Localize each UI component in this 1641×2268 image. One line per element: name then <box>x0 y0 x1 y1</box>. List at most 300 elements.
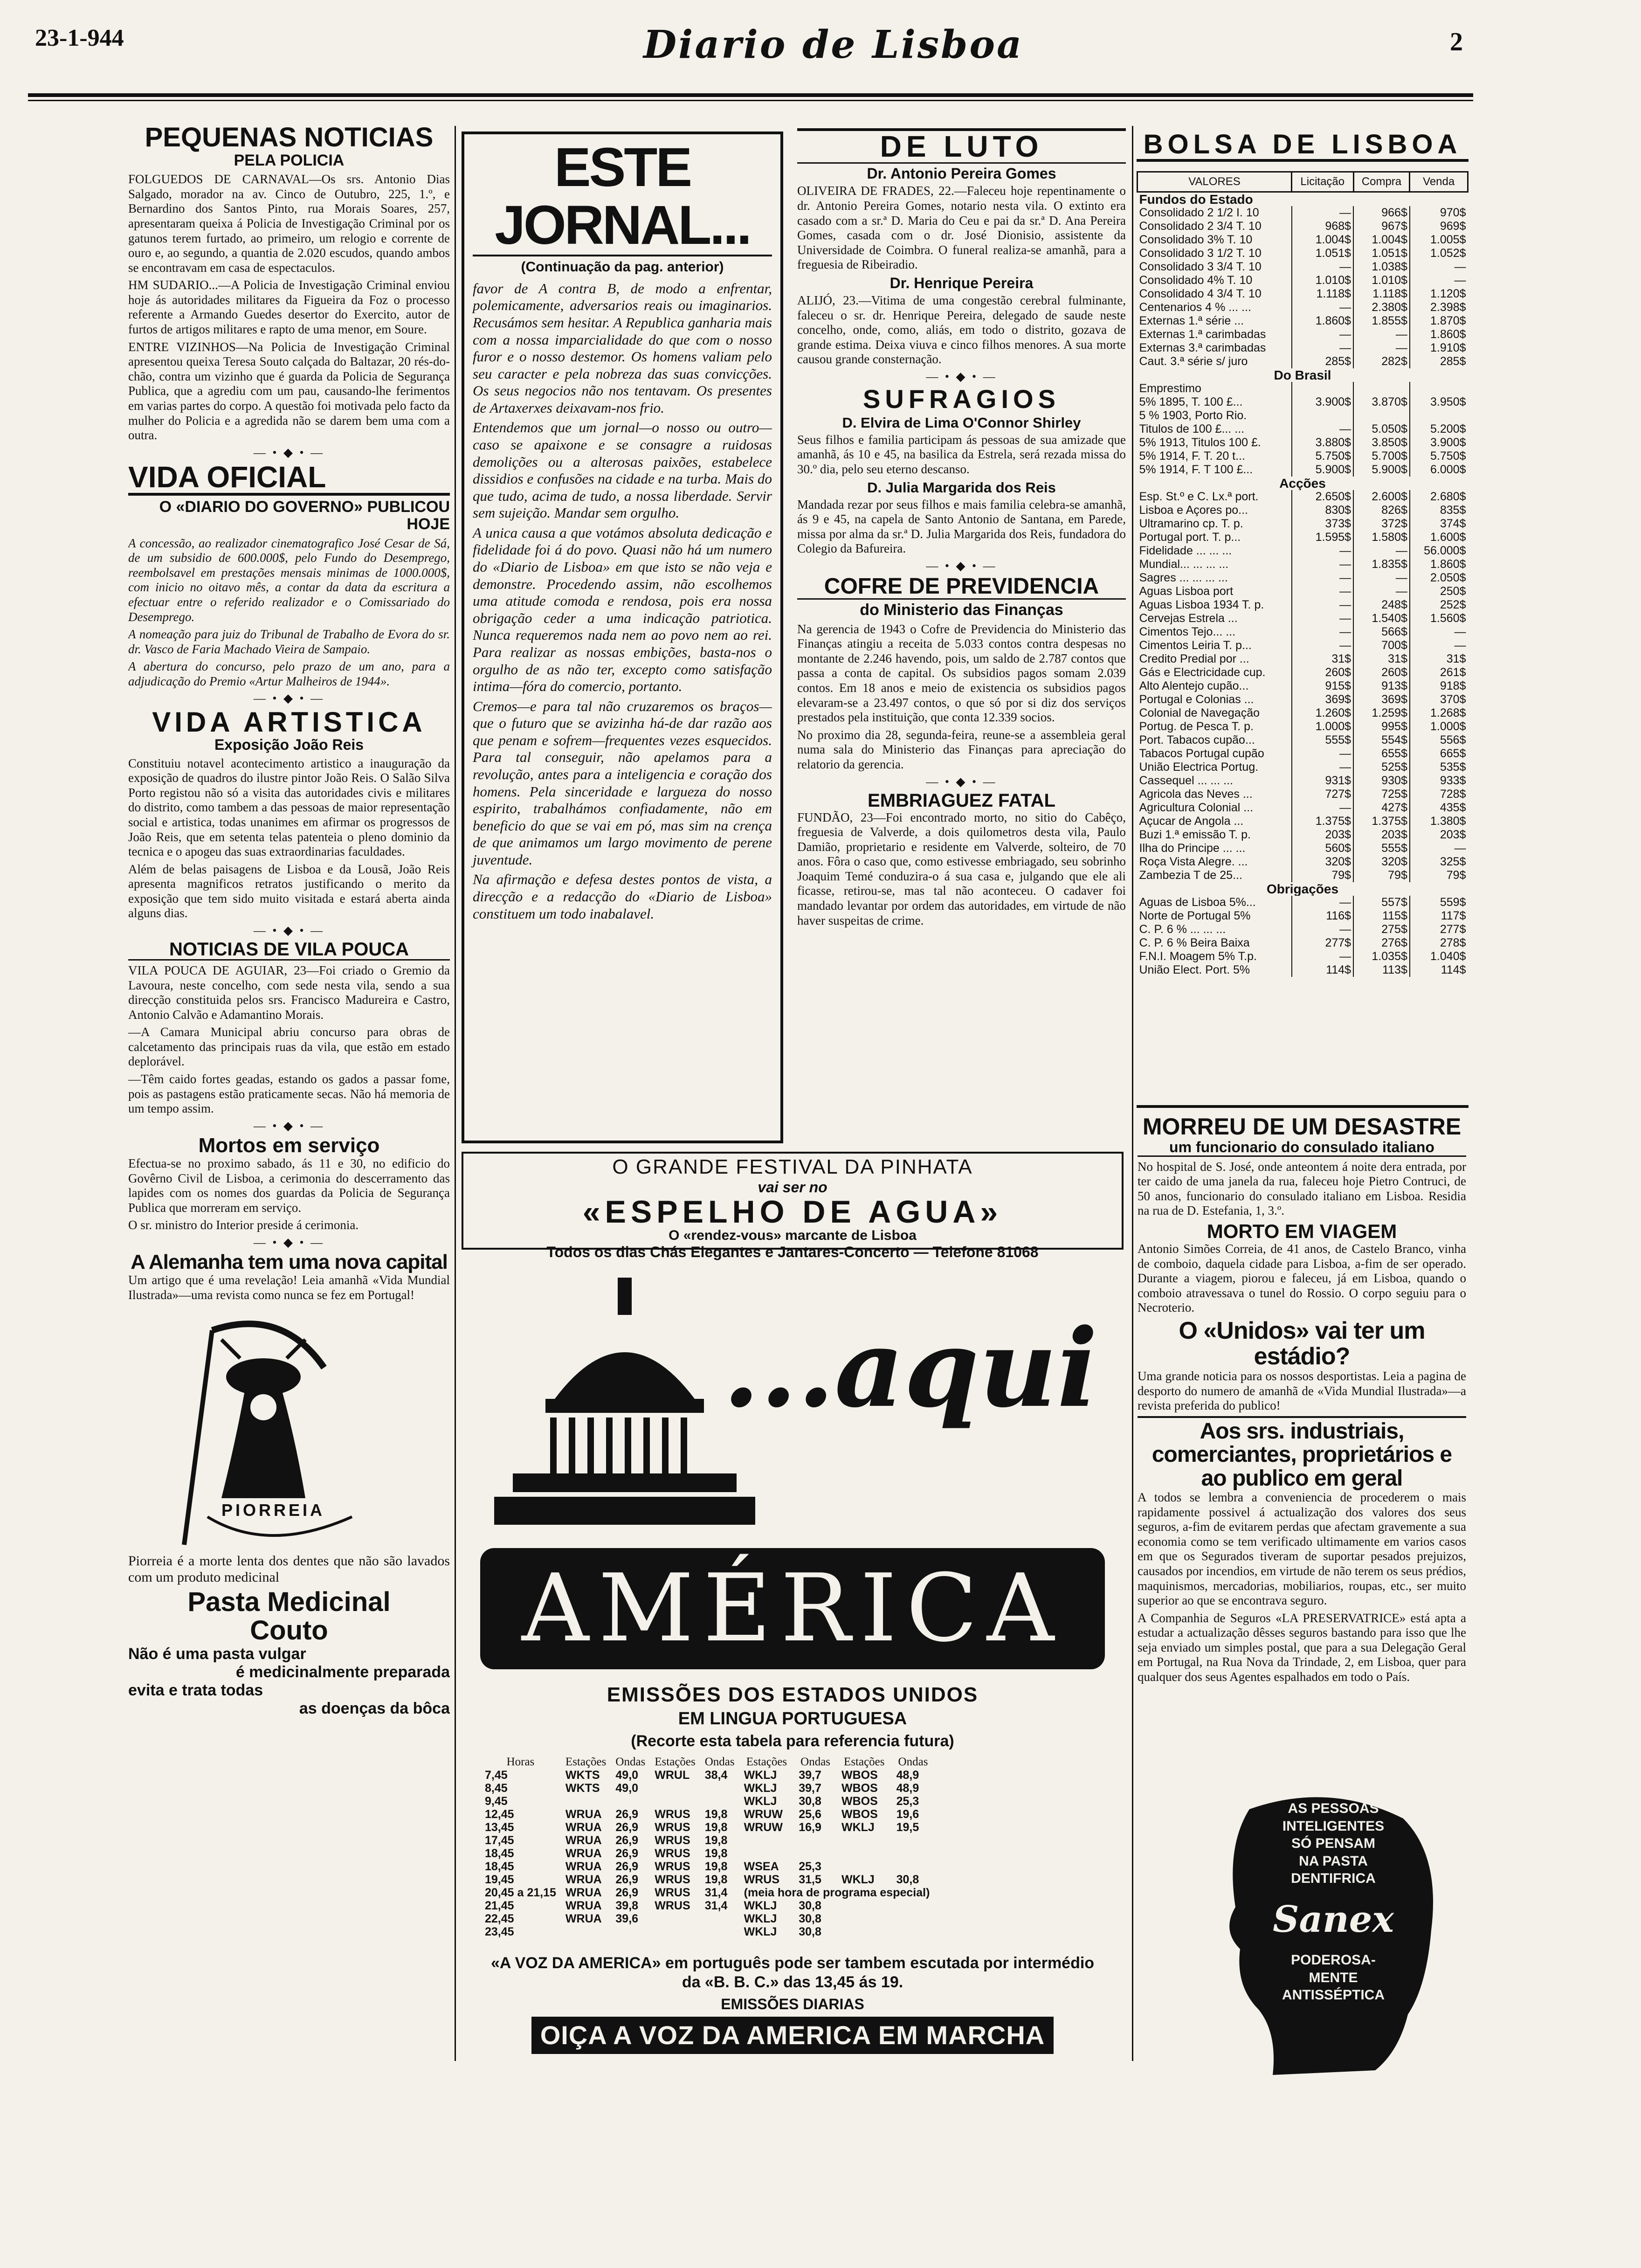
price-cell: 1.860$ <box>1410 558 1468 571</box>
column-header: Venda <box>1410 172 1468 192</box>
header-rule <box>28 93 1473 97</box>
paragraph: FUNDÃO, 23—Foi encontrado morto, no sitio do Cabêço, freguesia de Valverde, a dois quilometros desta vila, Paulo Damião, proprietario e residente em Valverde, solteiro, de 70 anos. Fôra o caso que, como estivesse embriagado, seu sobrinho Joaquim Temé conduzira-o á sua casa e, julgando que ele ali ficasse, retirou-se, mas tal não aconteceu. O cadaver foi mandado levantar por ordem das autoridades, em virtude de não haver suspeitas de crime. <box>797 810 1126 927</box>
price-cell: 1.855$ <box>1353 314 1410 328</box>
festival-line: vai ser no <box>758 1179 827 1196</box>
broadcast-time: 13,45 <box>485 1821 514 1834</box>
pasta-medicinal-brand: Pasta Medicinal <box>187 1587 391 1618</box>
price-cell: 1.004$ <box>1353 233 1410 247</box>
sanex-line: MENTE <box>1309 1970 1358 1985</box>
security-name: 5 % 1903, Porto Rio. <box>1139 408 1247 422</box>
station-cell: WRUS <box>655 1847 690 1860</box>
wavelength-cell: 30,8 <box>799 1925 821 1938</box>
column-1 <box>128 124 450 2063</box>
issue-date: 23-1-944 <box>35 25 124 51</box>
security-name: Roça Vista Alegre. ... <box>1139 855 1248 868</box>
price-cell: 372$ <box>1353 517 1410 531</box>
wavelength-cell: 26,9 <box>615 1834 639 1847</box>
broadcast-time: 19,45 <box>485 1873 514 1886</box>
paragraph: Efectua-se no proximo sabado, ás 11 e 30, no edificio do Govêrno Civil de Lisboa, a cerimonia do descerramento das lapides com os nomes dos guardas da Policia de Segurança Publica que morreram em serviço. <box>128 1156 450 1215</box>
alemanha-title: A Alemanha tem uma nova capital <box>131 1250 448 1273</box>
radio-row <box>480 1834 934 1847</box>
station-cell: WKLJ <box>744 1899 777 1912</box>
bolsa-row <box>1138 490 1468 504</box>
vida-artistica-subtitle: Exposição João Reis <box>214 736 364 754</box>
price-cell: — <box>1410 274 1468 287</box>
wavelength-cell: 30,8 <box>799 1795 821 1808</box>
security-name: Lisboa e Açores po... <box>1139 503 1248 517</box>
price-cell: 1.118$ <box>1353 287 1410 301</box>
price-cell: 930$ <box>1353 774 1410 788</box>
station-cell: WRUS <box>655 1834 690 1847</box>
price-cell: 727$ <box>1292 788 1354 801</box>
station-cell <box>650 1925 700 1938</box>
wavelength-cell <box>611 1925 650 1938</box>
station-cell: WBOS <box>841 1808 878 1821</box>
security-name: 5% 1914, F. T 100 £... <box>1139 463 1253 476</box>
column-header: VALORES <box>1138 172 1292 192</box>
paragraph: Entendemos que um jornal—o nosso ou outro—caso se apaixone e se consagre a ruidosas demolições ou a alterosas paixões, estabelece dissidios e confusões na cidade e na turba. Mais do que tudo, acima de tudo, a nossa liberdade. Servir sem sujeição. Mandar sem orgulho. <box>473 419 772 521</box>
radio-row <box>480 1860 934 1873</box>
security-name: Externas 1.ª carimbadas <box>1139 327 1266 341</box>
station-cell: WRUW <box>744 1821 783 1834</box>
station-cell: WBOS <box>841 1769 878 1782</box>
price-cell: 374$ <box>1410 517 1468 531</box>
station-cell: WKTS <box>565 1782 600 1795</box>
paragraph: No proximo dia 28, segunda-feira, reune-se a assembleia geral numa sala do Ministerio das Finanças para apreciação do relatorio da gerencia. <box>797 727 1126 771</box>
security-name: Alto Alentejo cupão... <box>1139 679 1249 692</box>
price-cell: 700$ <box>1353 639 1410 652</box>
security-name: Aguas Lisboa port <box>1139 584 1234 598</box>
price-cell: 320$ <box>1292 855 1354 869</box>
price-cell: 1.000$ <box>1292 720 1354 733</box>
price-cell: 725$ <box>1353 788 1410 801</box>
este-jornal-title: ESTE JORNAL... <box>473 139 772 256</box>
wavelength-cell: 16,9 <box>799 1821 821 1834</box>
paragraph: —Têm caido fortes geadas, estando os gados a passar fome, pois as pastagens estão praticamente secas. Não há memoria de um tempo assim. <box>128 1072 450 1116</box>
price-cell: 6.000$ <box>1410 463 1468 477</box>
station-cell: WRUL <box>655 1769 690 1782</box>
price-cell: 1.000$ <box>1410 720 1468 733</box>
security-name: União Electrica Portug. <box>1139 760 1259 774</box>
bolsa-row <box>1138 923 1468 936</box>
price-cell: — <box>1292 206 1354 220</box>
obituary-name: Dr. Antonio Pereira Gomes <box>867 165 1056 182</box>
bolsa-row <box>1138 612 1468 625</box>
price-cell: 1.005$ <box>1410 233 1468 247</box>
bolsa-row <box>1138 449 1468 463</box>
column-header: Compra <box>1353 172 1410 192</box>
emissoes-note: (Recorte esta tabela para referencia futura) <box>631 1732 954 1750</box>
sanex-ad <box>1207 1791 1450 2080</box>
security-name: Cimentos Leiria T. p... <box>1139 638 1252 652</box>
broadcast-time: 21,45 <box>485 1899 514 1912</box>
cofre-subtitle: do Ministerio das Finanças <box>860 601 1063 619</box>
price-cell: 2.650$ <box>1292 490 1354 504</box>
obituary-name: Dr. Henrique Pereira <box>889 274 1034 291</box>
bolsa-row <box>1138 693 1468 706</box>
security-name: Credito Predial por ... <box>1139 652 1249 665</box>
newspaper-masthead: Diario de Lisboa <box>643 22 1024 67</box>
bolsa-row <box>1138 504 1468 517</box>
radio-row <box>480 1912 934 1925</box>
station-cell: WKLJ <box>841 1821 875 1834</box>
security-name: C. P. 6 % Beira Baixa <box>1139 936 1250 949</box>
station-cell: WSEA <box>744 1860 779 1873</box>
radio-row <box>480 1795 934 1808</box>
price-cell: 277$ <box>1292 936 1354 950</box>
security-name: Consolidado 3% T. 10 <box>1139 233 1253 246</box>
radio-row <box>480 1886 934 1899</box>
bolsa-row <box>1138 963 1468 977</box>
aqui-heading: ...aqui <box>723 1306 1098 1431</box>
column-header: Ondas <box>800 1756 831 1768</box>
price-cell: 285$ <box>1410 355 1468 368</box>
security-name: Colonial de Navegação <box>1139 706 1260 719</box>
security-name: Cimentos Tejo... ... <box>1139 625 1236 638</box>
sanex-line: PODEROSA- <box>1291 1952 1376 1968</box>
price-cell: 968$ <box>1292 220 1354 233</box>
station-cell: WBOS <box>841 1795 878 1808</box>
espelho-de-agua: «ESPELHO DE AGUA» <box>582 1194 1003 1230</box>
wavelength-cell <box>892 1847 935 1860</box>
wavelength-cell: 19,5 <box>896 1821 919 1834</box>
paragraph: Seus filhos e familia participam ás pessoas de sua amizade que amanhã, ás 10 e 45, na basilica da Estrela, será rezada missa do 30.º dia, pelo seu eterno descanso. <box>797 432 1126 476</box>
sanex-line: ANTISSÉPTICA <box>1282 1987 1385 2003</box>
security-name: Zambezia T de 25... <box>1139 868 1242 882</box>
price-cell: — <box>1292 801 1354 815</box>
paragraph: Antonio Simões Correia, de 41 anos, de Castelo Branco, vinha de comboio, daquela cidade para Lisboa, a-fim de ser operado. Durante a viagem, piorou e faleceu, já em Lisboa, quando o comboio atravessava o tunel do Rossio. O corpo seguiu para o Necroterio. <box>1138 1242 1466 1315</box>
security-name: Externas 1.ª série ... <box>1139 314 1244 327</box>
security-name: Ilha do Principe ... ... <box>1139 841 1246 855</box>
price-cell: 31$ <box>1292 652 1354 666</box>
security-name: Cassequel ... ... ... <box>1139 774 1233 787</box>
sanex-line: DENTIFRICA <box>1291 1871 1376 1886</box>
security-name: Esp. St.º e C. Lx.ª port. <box>1139 490 1259 503</box>
price-cell: 325$ <box>1410 855 1468 869</box>
price-cell: — <box>1292 625 1354 639</box>
station-cell: WRUS <box>655 1860 690 1873</box>
paragraph: —A Camara Municipal abriu concurso para obras de calcetamento das principais ruas da vila, que estão em estado deplorável. <box>128 1025 450 1069</box>
bolsa-row <box>1138 679 1468 693</box>
sanex-brand: Sanex <box>1273 1898 1394 1941</box>
bolsa-row <box>1138 652 1468 666</box>
price-cell: 826$ <box>1353 504 1410 517</box>
station-cell: WKLJ <box>744 1769 777 1782</box>
wavelength-cell: 25,3 <box>896 1795 919 1808</box>
price-cell: — <box>1353 571 1410 585</box>
wavelength-cell: 19,8 <box>704 1860 728 1873</box>
price-cell: 275$ <box>1353 923 1410 936</box>
price-cell: 203$ <box>1410 828 1468 842</box>
price-cell: 320$ <box>1353 855 1410 869</box>
paragraph: HM SUDARIO...—A Policia de Investigação Criminal enviou hoje ás autoridades militares da Figueira da Foz o processo referente a Armando Guedes desertor do Exercito, autor de furtos de artigos militares e rapto de uma menor, em Soure. <box>128 278 450 337</box>
station-cell <box>739 1847 794 1860</box>
security-name: F.N.I. Moagem 5% T.p. <box>1139 949 1257 963</box>
wavelength-cell: 25,6 <box>799 1808 821 1821</box>
bolsa-row <box>1138 287 1468 301</box>
price-cell: 1.870$ <box>1410 314 1468 328</box>
wavelength-cell <box>892 1912 935 1925</box>
radio-row <box>480 1847 934 1860</box>
wavelength-cell: 26,9 <box>615 1808 639 1821</box>
price-cell: — <box>1353 328 1410 341</box>
price-cell: 535$ <box>1410 761 1468 774</box>
wavelength-cell <box>700 1795 739 1808</box>
wavelength-cell <box>611 1795 650 1808</box>
station-cell: WKLJ <box>841 1873 875 1886</box>
security-name: Consolidado 2 3/4 T. 10 <box>1139 219 1262 233</box>
bolsa-section-row <box>1138 882 1468 896</box>
bolsa-section-title: Obrigações <box>1266 882 1339 896</box>
price-cell: 969$ <box>1410 220 1468 233</box>
wavelength-cell: 39,7 <box>799 1782 821 1795</box>
wavelength-cell: 26,9 <box>615 1860 639 1873</box>
bolsa-row <box>1138 909 1468 923</box>
security-name: Ultramarino cp. T. p. <box>1139 517 1243 530</box>
security-name: Port. Tabacos cupão... <box>1139 733 1255 747</box>
price-cell: 435$ <box>1410 801 1468 815</box>
price-cell: 1.595$ <box>1292 531 1354 544</box>
station-cell <box>837 1847 892 1860</box>
bolsa-table <box>1137 171 1469 977</box>
bolsa-row <box>1138 247 1468 260</box>
security-name: Açucar de Angola ... <box>1139 814 1244 828</box>
security-name: Aguas de Lisboa 5%... <box>1139 895 1256 909</box>
wavelength-cell: 26,9 <box>615 1873 639 1886</box>
price-cell: 113$ <box>1353 963 1410 977</box>
price-cell <box>1353 409 1410 422</box>
festival-line: O GRANDE FESTIVAL DA PINHATA <box>612 1155 973 1178</box>
separator: — • ◆ • — <box>926 369 997 383</box>
price-cell: 260$ <box>1353 666 1410 679</box>
bolsa-row <box>1138 341 1468 355</box>
security-name: Buzi 1.ª emissão T. p. <box>1139 828 1251 841</box>
voz-da-america-note: «A VOZ DA AMERICA» em português pode ser tambem escutada por intermédio da «B. B. C.» das 13,45 ás 19. <box>490 1954 1095 1991</box>
bolsa-row <box>1138 666 1468 679</box>
station-cell: (meia hora de programa especial) <box>744 1886 930 1899</box>
price-cell: 1.860$ <box>1292 314 1354 328</box>
wavelength-cell: 19,8 <box>704 1847 728 1860</box>
bolsa-row <box>1138 720 1468 733</box>
radio-row <box>480 1808 934 1821</box>
piorreia-tagline: evita e trata todas <box>128 1681 263 1700</box>
price-cell: — <box>1353 544 1410 558</box>
wavelength-cell: 39,6 <box>615 1912 639 1925</box>
security-name: Aguas Lisboa 1934 T. p. <box>1139 598 1264 611</box>
security-name: Emprestimo <box>1139 381 1201 395</box>
price-cell: 1.259$ <box>1353 706 1410 720</box>
paragraph: Constituiu notavel acontecimento artistico a inauguração da exposição de quadros do ilustre pintor João Reis. O Salão Silva Porto registou não só a visita das autoridades civis e militares do distrito, como tambem a das pessoas de maior representação social e artistica, todas unanimes em afirmar os progressos de João Reis, que em setenta telas patenteia o pleno dominio da tecnica e o apogeu das suas extraordinarias faculdades. <box>128 756 450 859</box>
aos-srs-title: Aos srs. industriais, comerciantes, proprietários e ao publico em geral <box>1138 1416 1466 1490</box>
bolsa-row <box>1138 733 1468 747</box>
station-cell <box>837 1912 892 1925</box>
station-cell: WRUW <box>744 1808 783 1821</box>
bolsa-row <box>1138 260 1468 274</box>
bolsa-row <box>1138 301 1468 314</box>
sanex-line: SÓ PENSAM <box>1291 1836 1376 1851</box>
security-name: C. P. 6 % ... ... ... <box>1139 922 1226 936</box>
embriaguez-title: EMBRIAGUEZ FATAL <box>868 790 1055 811</box>
piorreia-banner: PIORREIA <box>221 1500 325 1520</box>
wavelength-cell: 49,0 <box>615 1782 639 1795</box>
station-cell: WRUA <box>565 1821 602 1834</box>
bolsa-row <box>1138 815 1468 828</box>
bolsa-row <box>1138 558 1468 571</box>
vida-artistica-title: VIDA ARTISTICA <box>152 706 426 738</box>
security-name: 5% 1895, T. 100 £... <box>1139 395 1243 408</box>
sufragio-name: D. Elvira de Lima O'Connor Shirley <box>842 414 1081 431</box>
bolsa-row <box>1138 585 1468 598</box>
price-cell: 1.040$ <box>1410 950 1468 963</box>
wavelength-cell: 19,8 <box>704 1873 728 1886</box>
couto-brand: Couto <box>250 1615 328 1646</box>
bolsa-section-title: Do Brasil <box>1274 368 1331 382</box>
column-header: Estações <box>844 1756 885 1768</box>
price-cell: 5.700$ <box>1353 449 1410 463</box>
station-cell: WRUS <box>655 1886 690 1899</box>
separator: — • ◆ • — <box>253 445 325 459</box>
station-cell: WRUA <box>565 1808 602 1821</box>
station-cell: WKTS <box>565 1769 600 1782</box>
wavelength-cell <box>794 1834 837 1847</box>
price-cell: — <box>1292 544 1354 558</box>
price-cell: 1.375$ <box>1292 815 1354 828</box>
station-cell: WRUS <box>655 1899 690 1912</box>
price-cell: 203$ <box>1353 828 1410 842</box>
wavelength-cell <box>892 1834 935 1847</box>
security-name: Consolidado 3 3/4 T. 10 <box>1139 260 1262 273</box>
price-cell: 277$ <box>1410 923 1468 936</box>
station-cell <box>561 1925 611 1938</box>
wavelength-cell: 26,9 <box>615 1847 639 1860</box>
separator: — • ◆ • — <box>926 774 997 788</box>
price-cell: 1.380$ <box>1410 815 1468 828</box>
bolsa-header-row <box>1138 172 1468 192</box>
radio-row <box>480 1782 934 1795</box>
price-cell: 555$ <box>1353 842 1410 855</box>
festival-line: O «rendez-vous» marcante de Lisboa <box>669 1228 917 1243</box>
station-cell <box>650 1912 700 1925</box>
bolsa-section-title: Acções <box>1279 476 1326 490</box>
price-cell: — <box>1292 761 1354 774</box>
column-header: Ondas <box>615 1756 646 1768</box>
price-cell: 79$ <box>1292 869 1354 882</box>
column-header: Estações <box>655 1756 696 1768</box>
security-name: Centenarios 4 % ... ... <box>1139 300 1251 314</box>
price-cell: 1.004$ <box>1292 233 1354 247</box>
security-name: Cervejas Estrela ... <box>1139 611 1238 625</box>
wavelength-cell <box>794 1847 837 1860</box>
price-cell: 370$ <box>1410 693 1468 706</box>
station-cell <box>837 1834 892 1847</box>
paragraph: Uma grande noticia para os nossos desportistas. Leia a pagina de desporto do numero de amanhã de «Vida Mundial Ilustrada»—a revista preferida do publico! <box>1138 1369 1466 1413</box>
price-cell: — <box>1292 422 1354 436</box>
de-luto-title: DE LUTO <box>797 128 1126 164</box>
bolsa-row <box>1138 625 1468 639</box>
paragraph: favor de A contra B, de modo a enfrentar, polemicamente, adversarios reais ou imaginarios. Recusámos sem hesitar. A Republica ganharia mais com a nossa imparcialidade do que com o nosso furor e o nosso destemor. Os homens valiam pelo seu caracter e pela nobreza das suas convicções. Os seus negocios não nos tentavam. Os presentes de Artaxerxes deixavam-nos frio. <box>473 280 772 416</box>
bolsa-row <box>1138 274 1468 287</box>
paragraph: O sr. ministro do Interior preside á cerimonia. <box>128 1218 359 1232</box>
bolsa-section-row <box>1138 192 1468 206</box>
price-cell: 369$ <box>1353 693 1410 706</box>
piorreia-text: Piorreia é a morte lenta dos dentes que não são lavados com um produto medicinal <box>128 1553 450 1585</box>
price-cell: 252$ <box>1410 598 1468 612</box>
security-name: Portugal port. T. p... <box>1139 530 1241 544</box>
security-name: 5% 1914, F. T. 20 t... <box>1139 449 1245 463</box>
wavelength-cell: 49,0 <box>615 1769 639 1782</box>
price-cell: — <box>1292 612 1354 625</box>
price-cell: 918$ <box>1410 679 1468 693</box>
paragraph: Mandada rezar por seus filhos e mais familia celebra-se amanhã, ás 9 e 45, na capela de Santo Antonio de Santana, em Parede, missa por alma da sr.ª D. Julia Margarida dos Reis, fundadora do Colegio da Bafureira. <box>797 497 1126 556</box>
security-name: Mundial... ... ... ... <box>1139 557 1229 571</box>
wavelength-cell: 30,8 <box>896 1873 919 1886</box>
price-cell: 248$ <box>1353 598 1410 612</box>
security-name: Norte de Portugal 5% <box>1139 909 1251 922</box>
america-ad <box>462 1259 1124 2056</box>
price-cell: 555$ <box>1292 733 1354 747</box>
wavelength-cell: 38,4 <box>704 1769 728 1782</box>
price-cell: 5.750$ <box>1292 449 1354 463</box>
price-cell: 276$ <box>1353 936 1410 950</box>
station-cell: WKLJ <box>744 1782 777 1795</box>
separator: — • ◆ • — <box>926 559 997 573</box>
price-cell: 373$ <box>1292 517 1354 531</box>
security-name: Titulos de 100 £... ... <box>1139 422 1245 436</box>
price-cell: 1.052$ <box>1410 247 1468 260</box>
bolsa-de-lisboa <box>1137 131 1469 1110</box>
broadcast-time: 22,45 <box>485 1912 514 1925</box>
station-cell: WRUA <box>565 1912 602 1925</box>
station-cell: WRUA <box>565 1873 602 1886</box>
wavelength-cell: 31,4 <box>704 1899 728 1912</box>
bolsa-title: BOLSA DE LISBOA <box>1137 131 1469 162</box>
price-cell: 369$ <box>1292 693 1354 706</box>
price-cell: 5.900$ <box>1292 463 1354 477</box>
price-cell: 995$ <box>1353 720 1410 733</box>
column-header: Estações <box>565 1756 607 1768</box>
price-cell: — <box>1353 341 1410 355</box>
separator: — • ◆ • — <box>253 923 325 937</box>
column-divider-1 <box>455 126 456 2061</box>
radio-row <box>480 1899 934 1912</box>
price-cell: — <box>1292 923 1354 936</box>
security-name: Agricola das Neves ... <box>1139 787 1253 801</box>
price-cell: 1.051$ <box>1353 247 1410 260</box>
security-name: Fidelidade ... ... ... <box>1139 544 1232 557</box>
station-cell: WRUA <box>565 1834 602 1847</box>
price-cell: 1.860$ <box>1410 328 1468 341</box>
wavelength-cell: 19,8 <box>704 1808 728 1821</box>
price-cell: 966$ <box>1353 206 1410 220</box>
bolsa-section-row <box>1138 368 1468 382</box>
station-cell: WRUS <box>655 1873 690 1886</box>
price-cell <box>1292 409 1354 422</box>
bolsa-row <box>1138 544 1468 558</box>
price-cell: — <box>1410 625 1468 639</box>
wavelength-cell <box>700 1912 739 1925</box>
bolsa-row <box>1138 206 1468 220</box>
price-cell: 3.870$ <box>1353 395 1410 409</box>
station-cell: WKLJ <box>744 1795 777 1808</box>
festival-ad <box>462 1152 1124 1260</box>
price-cell: — <box>1292 950 1354 963</box>
wavelength-cell: 19,8 <box>704 1834 728 1847</box>
bolsa-row <box>1138 855 1468 869</box>
bolsa-row <box>1138 842 1468 855</box>
price-cell: 1.038$ <box>1353 260 1410 274</box>
station-cell: WBOS <box>841 1782 878 1795</box>
broadcast-time: 12,45 <box>485 1808 514 1821</box>
